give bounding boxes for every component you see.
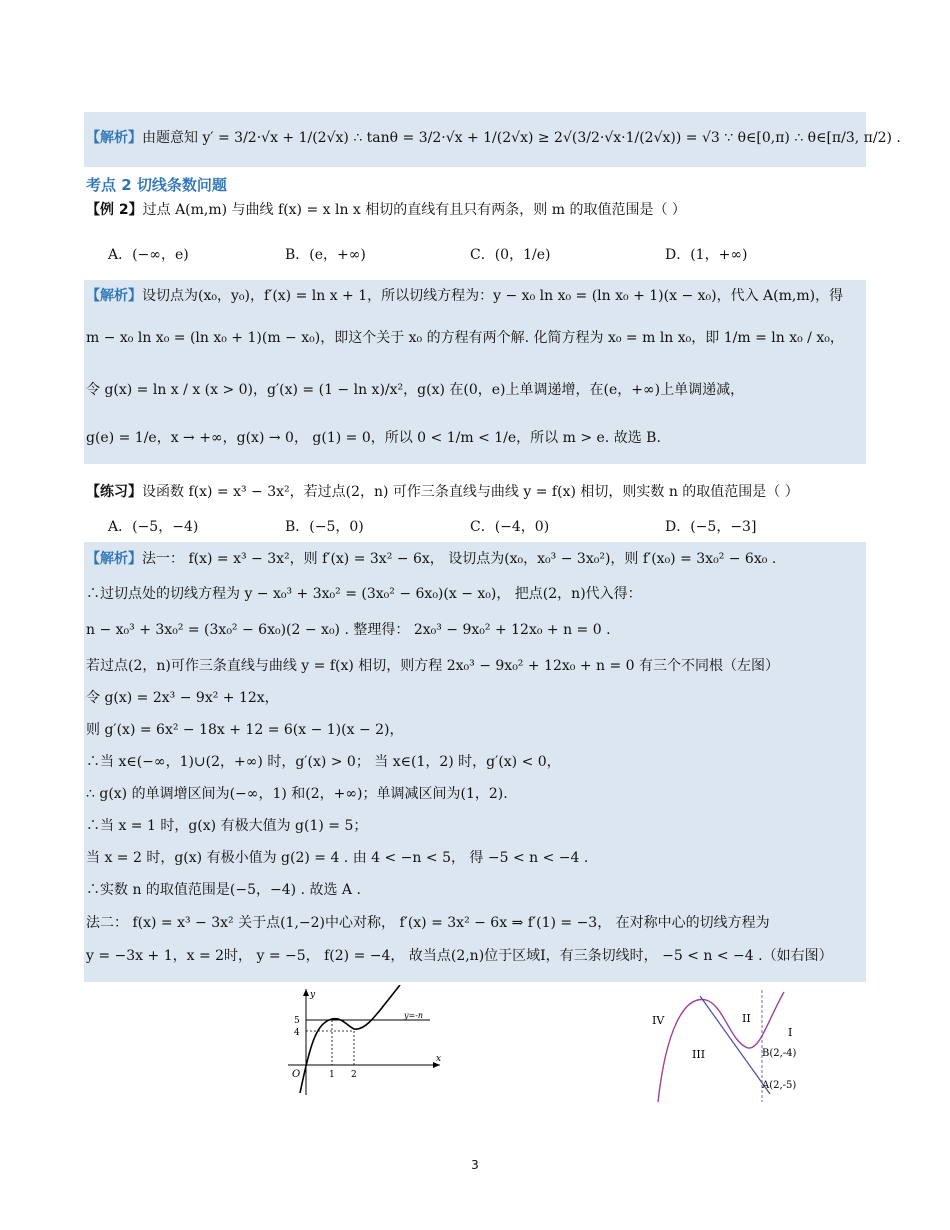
practice-option-c: C．(−4，0) (470, 519, 550, 535)
line-label: y=-n (404, 1011, 424, 1020)
tick-1: 1 (329, 1070, 335, 1080)
tick-4: 4 (294, 1028, 300, 1038)
practice-solution-line-7: ∴当 x∈(−∞，1)∪(2，+∞) 时，g′(x) > 0； 当 x∈(1，2) 时，g′(x) < 0， (86, 754, 561, 770)
tick-5: 5 (294, 1016, 300, 1026)
example-2-option-c: C．(0，1/e) (470, 247, 551, 263)
practice-option-b: B．(−5，0) (285, 519, 364, 535)
example-2-solution-line-1: 【解析】设切点为(x₀，y₀)，f′(x) = ln x + 1，所以切线方程为：y − x₀ ln x₀ = (ln x₀ + 1)(x − x₀)，代入 A(m,m)，得 (86, 288, 844, 304)
practice-option-a: A．(−5，−4) (108, 519, 199, 535)
practice-solution-line-1: 【解析】法一： f(x) = x³ − 3x²，则 f′(x) = 3x² − 6x， 设切点为(x₀，x₀³ − 3x₀²)，则 f′(x₀) = 3x₀² − 6x₀ . (86, 551, 777, 567)
solution-1: 【解析】由题意知 y′ = 3/2·√x + 1/(2√x) ∴ tanθ = 3/2·√x + 1/(2√x) ≥ 2√(3/2·√x·1/(2√x)) = √3 ∵ θ∈[0,π) ∴ θ∈[π/3, π/2) . (86, 130, 901, 146)
example-2-solution-line-3: 令 g(x) = ln x / x (x > 0)，g′(x) = (1 − ln x)/x²，g(x) 在(0，e)上单调递增，在(e，+∞)上单调递减， (86, 382, 745, 398)
practice-solution-line-11: ∴实数 n 的取值范围是(−5，−4) . 故选 A . (86, 882, 361, 898)
practice-question: 【练习】设函数 f(x) = x³ − 3x²，若过点(2，n) 可作三条直线与曲线 y = f(x) 相切，则实数 n 的取值范围是（ ） (86, 484, 799, 500)
example-label: 【例 2】 (86, 202, 143, 218)
practice-solution-line-10: 当 x = 2 时，g(x) 有极小值为 g(2) = 4 . 由 4 < −n < 5， 得 −5 < n < −4 . (86, 850, 589, 866)
x-axis-label: x (436, 1054, 442, 1064)
example-2-question: 【例 2】过点 A(m,m) 与曲线 f(x) = x ln x 相切的直线有且只有两条，则 m 的取值范围是（ ） (86, 202, 686, 218)
example-2-option-a: A．(−∞，e) (108, 247, 189, 263)
practice-solution-line-13: y = −3x + 1，x = 2时， y = −5， f(2) = −4， 故当点(2,n)位于区域Ⅰ，有三条切线时， −5 < n < −4 .（如右图） (86, 948, 833, 964)
example-2-solution-line-4: g(e) = 1/e，x → +∞，g(x) → 0， g(1) = 0，所以 0 < 1/m < 1/e，所以 m > e. 故选 B. (86, 430, 661, 446)
origin-label: O (292, 1069, 301, 1080)
example-2-option-d: D．(1，+∞) (665, 247, 748, 263)
example-2-solution-line-2: m − x₀ ln x₀ = (ln x₀ + 1)(m − x₀)，即这个关于 x₀ 的方程有两个解. 化简方程为 x₀ = m ln x₀，即 1/m = ln x₀ / x₀， (86, 330, 844, 346)
practice-solution-line-4: 若过点(2，n)可作三条直线与曲线 y = f(x) 相切，则方程 2x₀³ − 9x₀² + 12x₀ + n = 0 有三个不同根（左图） (86, 658, 780, 674)
region-iii: III (692, 1048, 706, 1061)
practice-solution-line-12: 法二： f(x) = x³ − 3x² 关于点(1,−2)中心对称， f′(x) = 3x² − 6x ⇒ f′(1) = −3， 在对称中心的切线方程为 (86, 915, 770, 931)
page-number: 3 (471, 1158, 479, 1172)
region-ii: II (742, 1012, 751, 1025)
point-b: B(2,-4) (762, 1048, 797, 1059)
tick-2: 2 (351, 1070, 357, 1080)
practice-option-d: D．(−5，−3] (665, 519, 757, 535)
left-graph (280, 985, 450, 1100)
example-2-option-b: B．(e，+∞) (285, 247, 366, 263)
section-heading: 考点 2 切线条数问题 (86, 176, 227, 194)
y-axis-label: y (310, 990, 316, 1000)
practice-solution-line-9: ∴当 x = 1 时，g(x) 有极大值为 g(1) = 5； (86, 818, 368, 834)
practice-solution-line-2: ∴过切点处的切线方程为 y − x₀³ + 3x₀² = (3x₀² − 6x₀)(x − x₀)， 把点(2，n)代入得： (86, 586, 642, 602)
right-graph (648, 990, 808, 1105)
region-i: I (788, 1026, 793, 1039)
region-iv: IV (652, 1014, 665, 1027)
practice-solution-line-8: ∴ g(x) 的单调增区间为(−∞，1) 和(2，+∞)；单调减区间为(1，2). (86, 786, 508, 802)
practice-solution-line-3: n − x₀³ + 3x₀² = (3x₀² − 6x₀)(2 − x₀) . 整理得： 2x₀³ − 9x₀² + 12x₀ + n = 0 . (86, 622, 611, 638)
point-a: A(2,-5) (762, 1080, 797, 1091)
solution-label: 【解析】 (86, 130, 142, 146)
practice-solution-line-5: 令 g(x) = 2x³ − 9x² + 12x， (86, 690, 279, 706)
practice-label: 【练习】 (86, 484, 142, 500)
practice-solution-line-6: 则 g′(x) = 6x² − 18x + 12 = 6(x − 1)(x − 2)， (86, 722, 404, 738)
